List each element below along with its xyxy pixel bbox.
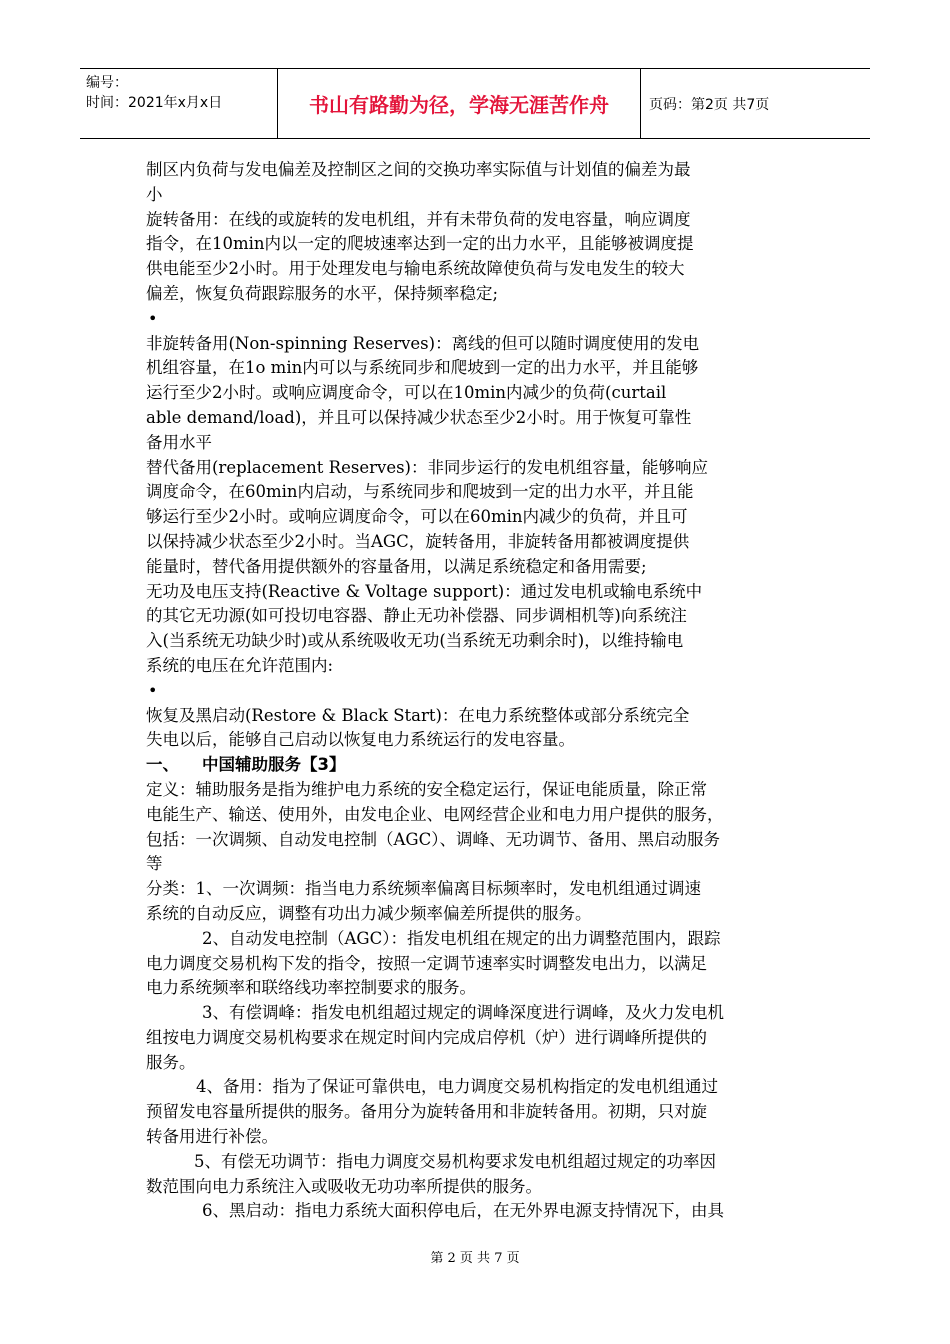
classification-item-6: 6、黑启动：指电力系统大面积停电后，在无外界电源支持情况下，由具 [202, 1201, 724, 1221]
header-meta [80, 69, 278, 138]
section-number: 一、 [146, 755, 179, 775]
section-title: 中国辅助服务【3】 [202, 755, 346, 775]
paragraph-non-spinning-reserve: 非旋转备用(Non-spinning Reserves)：离线的但可以随时调度使用的发电 机组容量，在1o min内可以与系统同步和爬坡到一定的出力水平，并且能够 运行至少2小时。或响应调度命令，可以在10min内减少的负荷(curtail able demand/load)，并且可以保持减少状态至少2小时。用于恢复可靠性 备用水平 [146, 333, 700, 452]
bullet-marker: • [148, 680, 158, 700]
paragraph-reactive-voltage: 无功及电压支持(Reactive & Voltage support)：通过发电机或输电系统中 的其它无功源(如可投切电容器、静止无功补偿器、同步调相机等)向系统注 入(当系统无功缺少时)或从系统吸收无功(当系统无功剩余时)，以维持输电 系统的电压在允许范围内: [146, 581, 703, 675]
paragraph-spinning-reserve: 旋转备用：在线的或旋转的发电机组，并有未带负荷的发电容量，响应调度 指令，在10min内以一定的爬坡速率达到一定的出力水平，且能够被调度提 供电能至少2小时。用于处理发电与输电系统故障使负荷与发电发生的较大 偏差，恢复负荷跟踪服务的水平，保持频率稳定; [146, 209, 694, 303]
header-page-info: 页码：第2页 共7页 [649, 96, 770, 113]
header-slogan: 书山有路勤为径，学海无涯苦作舟 [278, 69, 641, 138]
page-footer: 第 2 页 共 7 页 [430, 1251, 520, 1266]
section-heading [146, 753, 816, 778]
paragraph: 制区内负荷与发电偏差及控制区之间的交换功率实际值与计划值的偏差为最 小 [146, 160, 691, 204]
page-header [80, 68, 870, 139]
bullet-marker: • [148, 308, 158, 328]
document-body [146, 158, 816, 1224]
paragraph-definition: 定义：辅助服务是指为维护电力系统的安全稳定运行，保证电能质量，除正常 电能生产、输送、使用外，由发电企业、电网经营企业和电力用户提供的服务， 包括：一次调频、自动发电控制（AGC）、调峰、无功调节、备用、黑启动服务 等 [146, 779, 724, 874]
classification-item-3: 3、有偿调峰：指发电机组超过规定的调峰深度进行调峰，及火力发电机 组按电力调度交易机构要求在规定时间内完成启停机（炉）进行调峰所提供的 服务。 [146, 1003, 724, 1072]
paragraph-replacement-reserve: 替代备用(replacement Reserves)：非同步运行的发电机组容量，能够响应 调度命令，在60min内启动，与系统同步和爬坡到一定的出力水平，并且能 够运行至少2小时。或响应调度命令，可以在60min内减少的负荷，并且可 以保持减少状态至少2小时。当AGC，旋转备用，非旋转备用都被调度提供 能量时，替代备用提供额外的容量备用，以满足系统稳定和备用需要; [146, 457, 708, 576]
document-number: 编号： [86, 75, 128, 91]
paragraph-black-start: 恢复及黑启动(Restore & Black Start)：在电力系统整体或部分系统完全 失电以后，能够自己启动以恢复电力系统运行的发电容量。 [146, 705, 690, 750]
classification-item-2: 2、自动发电控制（AGC）：指发电机组在规定的出力调整范围内，跟踪 电力调度交易机构下发的指令，按照一定调节速率实时调整发电出力，以满足 电力系统频率和联络线功率控制要求的服务。 [146, 928, 721, 998]
classification-item-4: 4、备用：指为了保证可靠供电，电力调度交易机构指定的发电机组通过 预留发电容量所提供的服务。备用分为旋转备用和非旋转备用。初期，只对旋 转备用进行补偿。 [146, 1077, 718, 1147]
classification-item-5: 5、有偿无功调节：指电力调度交易机构要求发电机组超过规定的功率因 数范围向电力系统注入或吸收无功功率所提供的服务。 [146, 1151, 716, 1196]
classification-item-1: 分类：1、一次调频：指当电力系统频率偏离目标频率时，发电机组通过调速 系统的自动反应，调整有功出力减少频率偏差所提供的服务。 [146, 879, 701, 923]
document-time: 时间：2021年x月x日 [86, 95, 223, 111]
